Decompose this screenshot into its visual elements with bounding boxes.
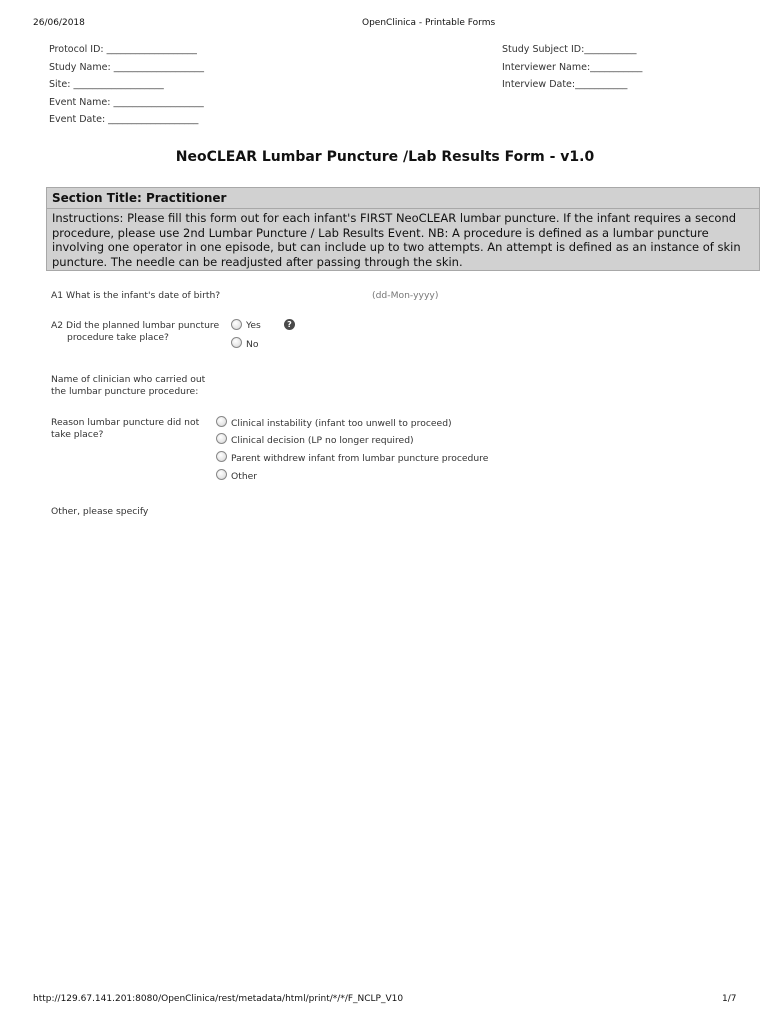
reason-option-4-label: Other <box>231 471 258 482</box>
reason-option-1-radio[interactable] <box>216 416 227 427</box>
question-a1-label: A1 What is the infant's date of birth? <box>51 290 221 301</box>
event-name: Event Name: ___________________ <box>49 97 204 108</box>
a2-no-label: No <box>246 339 259 350</box>
reason-option-1-label: Clinical instability (infant too unwell to proceed) <box>231 418 452 429</box>
study-name: Study Name: ___________________ <box>49 62 204 73</box>
a2-yes-radio[interactable] <box>231 319 242 330</box>
a2-no-radio[interactable] <box>231 337 242 348</box>
reason-option-2-label: Clinical decision (LP no longer required) <box>231 435 414 446</box>
page-number: 1/7 <box>722 994 737 1004</box>
reason-label-line1: Reason lumbar puncture did not <box>51 417 200 428</box>
reason-option-4-radio[interactable] <box>216 469 227 480</box>
date-format-hint: (dd-Mon-yyyy) <box>372 290 439 301</box>
question-a2-label-line2: procedure take place? <box>67 332 169 343</box>
reason-label-line2: take place? <box>51 429 104 440</box>
a2-yes-label: Yes <box>246 320 261 331</box>
interview-date: Interview Date:___________ <box>502 79 628 90</box>
interviewer-name: Interviewer Name:___________ <box>502 62 643 73</box>
study-subject-id: Study Subject ID:___________ <box>502 44 637 55</box>
reason-option-2-radio[interactable] <box>216 433 227 444</box>
section-instructions: Instructions: Please fill this form out for each infant's FIRST NeoCLEAR lumbar puncture. If the infant requires a second procedure, please use 2nd Lumbar Puncture / Lab Results Event. NB: A procedure is defined as a lumbar puncture involving one operator in one episode, but can include up to two attempts. An attempt is defined as an instance of skin puncture. The needle can be readjusted after passing through the skin. <box>52 211 741 270</box>
event-date: Event Date: ___________________ <box>49 114 199 125</box>
help-icon[interactable]: ? <box>284 319 295 330</box>
site: Site: ___________________ <box>49 79 164 90</box>
reason-option-3-label: Parent withdrew infant from lumbar puncture procedure <box>231 453 489 464</box>
clinician-label-line1: Name of clinician who carried out <box>51 374 206 385</box>
section-title: Section Title: Practitioner <box>52 191 227 205</box>
section-panel <box>46 187 760 271</box>
form-title: NeoCLEAR Lumbar Puncture /Lab Results Form - v1.0 <box>175 149 595 165</box>
other-specify-label: Other, please specify <box>51 506 149 517</box>
section-title-bar <box>47 188 759 209</box>
reason-option-3-radio[interactable] <box>216 451 227 462</box>
page-url: http://129.67.141.201:8080/OpenClinica/rest/metadata/html/print/*/*/F_NCLP_V10 <box>33 994 404 1004</box>
question-a2-label-line1: A2 Did the planned lumbar puncture <box>51 320 220 331</box>
print-date: 26/06/2018 <box>33 18 85 28</box>
clinician-label-line2: the lumbar puncture procedure: <box>51 386 199 397</box>
print-title: OpenClinica - Printable Forms <box>362 18 496 28</box>
protocol-id: Protocol ID: ___________________ <box>49 44 197 55</box>
